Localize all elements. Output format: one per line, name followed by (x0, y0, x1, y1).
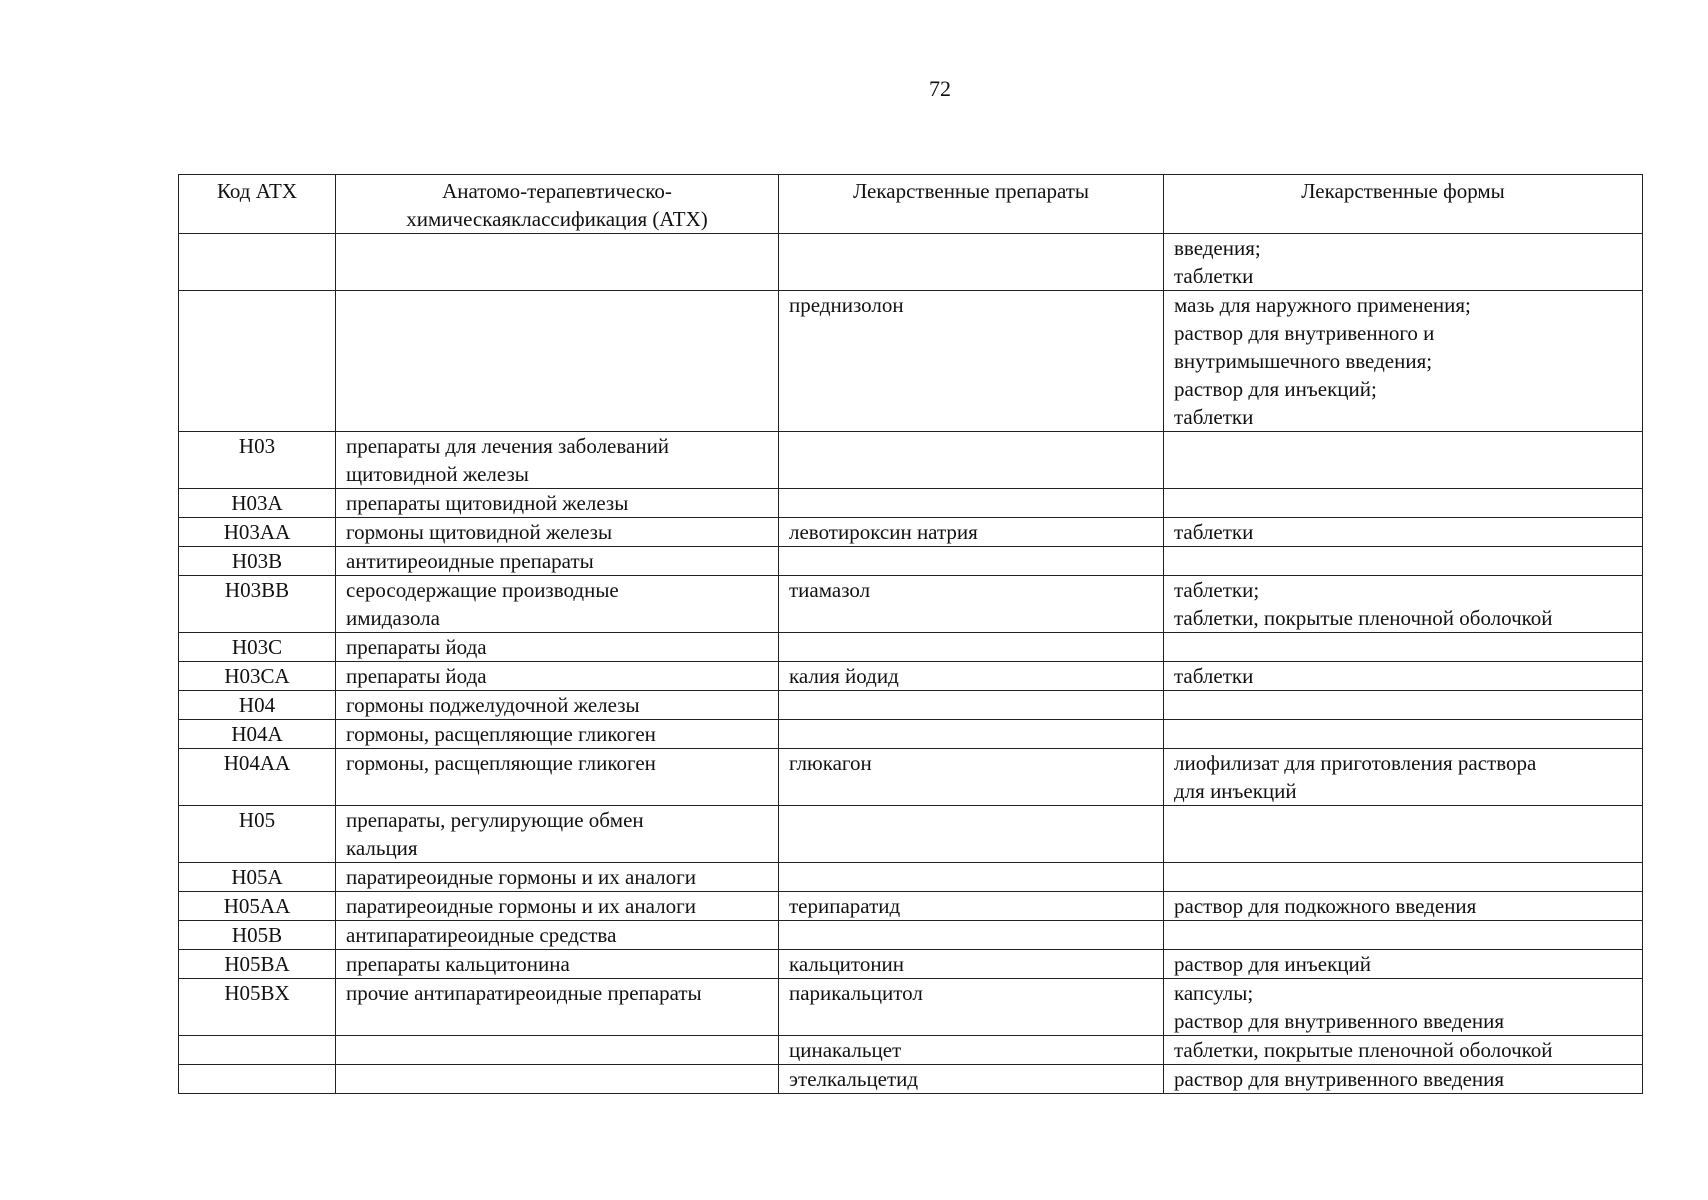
cell-text-line: таблетки (1174, 264, 1254, 288)
cell-code (179, 234, 336, 291)
table-row (179, 547, 1643, 576)
cell-forms (1164, 547, 1643, 576)
cell-text-line: раствор для внутривенного и (1174, 321, 1435, 345)
cell-code: H04A (179, 720, 336, 749)
cell-drug (779, 892, 1164, 921)
cell-forms (1164, 489, 1643, 518)
cell-classification (336, 518, 779, 547)
cell-forms (1164, 576, 1643, 633)
table-row (179, 921, 1643, 950)
cell-code: H03 (179, 432, 336, 489)
cell-text-line: антитиреоидные препараты (346, 549, 594, 573)
cell-text-line: таблетки; (1174, 578, 1260, 602)
cell-text-line: таблетки, покрытые пленочной оболочкой (1174, 1038, 1553, 1062)
cell-forms (1164, 662, 1643, 691)
cell-text-line: препараты, регулирующие обмен (346, 808, 644, 832)
cell-text-line: таблетки, покрытые пленочной оболочкой (1174, 606, 1553, 630)
cell-classification (336, 1065, 779, 1094)
cell-drug (779, 234, 1164, 291)
cell-text-line: терипаратид (789, 894, 901, 918)
page-number: 72 (929, 76, 951, 101)
cell-code: H03B (179, 547, 336, 576)
cell-text-line: препараты йода (346, 635, 487, 659)
table-row (179, 892, 1643, 921)
cell-drug (779, 979, 1164, 1036)
cell-forms (1164, 1036, 1643, 1065)
cell-drug (779, 863, 1164, 892)
header-text: Анатомо-терапевтическо-химическая (406, 179, 672, 231)
table-row (179, 291, 1643, 432)
cell-drug (779, 662, 1164, 691)
cell-drug (779, 518, 1164, 547)
cell-drug (779, 576, 1164, 633)
cell-classification (336, 1036, 779, 1065)
table-body (179, 234, 1643, 1094)
cell-classification (336, 576, 779, 633)
cell-text-line: этелкальцетид (789, 1067, 919, 1091)
cell-text-line: внутримышечного введения; (1174, 349, 1433, 373)
cell-forms (1164, 691, 1643, 720)
cell-text-line: раствор для инъекций; (1174, 377, 1377, 401)
cell-drug (779, 633, 1164, 662)
cell-drug (779, 291, 1164, 432)
cell-classification (336, 892, 779, 921)
cell-forms (1164, 291, 1643, 432)
header-text: классификация (АТХ) (511, 207, 708, 231)
cell-drug (779, 432, 1164, 489)
cell-classification (336, 921, 779, 950)
table-row (179, 720, 1643, 749)
cell-text-line: паратиреоидные гормоны и их аналоги (346, 894, 696, 918)
cell-code: H03CA (179, 662, 336, 691)
cell-text-line: прочие антипаратиреоидные препараты (346, 981, 702, 1005)
cell-classification (336, 950, 779, 979)
cell-forms (1164, 921, 1643, 950)
header-forms (1164, 175, 1643, 234)
cell-text-line: раствор для подкожного введения (1174, 894, 1477, 918)
table-row (179, 979, 1643, 1036)
cell-text-line: капсулы; (1174, 981, 1254, 1005)
cell-text-line: преднизолон (789, 293, 904, 317)
cell-text-line: препараты щитовидной железы (346, 491, 629, 515)
cell-text-line: калия йодид (789, 664, 899, 688)
cell-text-line: гормоны, расщепляющие гликоген (346, 722, 656, 746)
cell-text-line: парикальцитол (789, 981, 923, 1005)
header-text: Лекарственные препараты (852, 179, 1090, 203)
cell-classification (336, 720, 779, 749)
cell-classification (336, 691, 779, 720)
table-row (179, 1065, 1643, 1094)
cell-forms (1164, 806, 1643, 863)
cell-drug (779, 547, 1164, 576)
cell-drug (779, 1065, 1164, 1094)
cell-code (179, 1036, 336, 1065)
cell-text-line: таблетки (1174, 520, 1254, 544)
table-row (179, 806, 1643, 863)
table-row (179, 576, 1643, 633)
cell-text-line: цинакальцет (789, 1038, 902, 1062)
table-row (179, 489, 1643, 518)
cell-text-line: препараты йода (346, 664, 487, 688)
cell-forms (1164, 892, 1643, 921)
cell-classification (336, 979, 779, 1036)
cell-drug (779, 921, 1164, 950)
cell-classification (336, 806, 779, 863)
cell-classification (336, 662, 779, 691)
cell-text-line: для инъекций (1174, 779, 1297, 803)
cell-text-line: раствор для внутривенного введения (1174, 1009, 1505, 1033)
cell-text-line: антипаратиреоидные средства (346, 923, 617, 947)
cell-code (179, 291, 336, 432)
cell-text-line: препараты кальцитонина (346, 952, 570, 976)
cell-forms (1164, 432, 1643, 489)
cell-text-line: гормоны поджелудочной железы (346, 693, 640, 717)
cell-drug (779, 749, 1164, 806)
cell-code: H05BA (179, 950, 336, 979)
cell-code: H05AA (179, 892, 336, 921)
cell-text-line: паратиреоидные гормоны и их аналоги (346, 865, 696, 889)
cell-forms (1164, 633, 1643, 662)
header-text: Код АТХ (216, 179, 298, 203)
cell-text-line: лиофилизат для приготовления раствора (1174, 751, 1537, 775)
cell-drug (779, 950, 1164, 979)
header-drugs (779, 175, 1164, 234)
cell-forms (1164, 749, 1643, 806)
cell-forms (1164, 950, 1643, 979)
atx-table (178, 174, 1643, 1094)
cell-code: H05A (179, 863, 336, 892)
cell-text-line: кальция (346, 836, 418, 860)
cell-forms (1164, 1065, 1643, 1094)
cell-drug (779, 489, 1164, 518)
cell-classification (336, 234, 779, 291)
cell-text-line: тиамазол (789, 578, 871, 602)
cell-text-line: глюкагон (789, 751, 872, 775)
cell-classification (336, 432, 779, 489)
cell-classification (336, 633, 779, 662)
cell-text-line: таблетки (1174, 405, 1254, 429)
cell-code: H04AA (179, 749, 336, 806)
cell-drug (779, 720, 1164, 749)
cell-drug (779, 691, 1164, 720)
cell-text-line: гормоны щитовидной железы (346, 520, 613, 544)
table-header (179, 175, 1643, 234)
cell-code: H03A (179, 489, 336, 518)
cell-text-line: раствор для инъекций (1174, 952, 1371, 976)
cell-forms (1164, 863, 1643, 892)
cell-text-line: введения; (1174, 236, 1261, 260)
cell-text-line: щитовидной железы (346, 462, 529, 486)
table-row (179, 432, 1643, 489)
cell-text-line: гормоны, расщепляющие гликоген (346, 751, 656, 775)
cell-code: H05 (179, 806, 336, 863)
table-row (179, 863, 1643, 892)
cell-classification (336, 291, 779, 432)
cell-text-line: мазь для наружного применения; (1174, 293, 1471, 317)
header-text: Лекарственные формы (1301, 179, 1505, 203)
cell-text-line: таблетки (1174, 664, 1254, 688)
cell-code: H03C (179, 633, 336, 662)
cell-classification (336, 749, 779, 806)
header-code (179, 175, 336, 234)
cell-code: H05BX (179, 979, 336, 1036)
cell-text-line: препараты для лечения заболеваний (346, 434, 670, 458)
cell-forms (1164, 720, 1643, 749)
cell-forms (1164, 518, 1643, 547)
cell-forms (1164, 234, 1643, 291)
cell-classification (336, 547, 779, 576)
cell-drug (779, 806, 1164, 863)
table-row (179, 1036, 1643, 1065)
cell-text-line: имидазола (346, 606, 440, 630)
header-row (179, 175, 1643, 234)
cell-code: H05B (179, 921, 336, 950)
table-row (179, 633, 1643, 662)
cell-classification (336, 489, 779, 518)
table-row (179, 518, 1643, 547)
cell-code: H03BB (179, 576, 336, 633)
cell-code: H04 (179, 691, 336, 720)
table-row (179, 662, 1643, 691)
table-row (179, 234, 1643, 291)
cell-code: H03AA (179, 518, 336, 547)
cell-text-line: кальцитонин (789, 952, 905, 976)
cell-text-line: раствор для внутривенного введения (1174, 1067, 1505, 1091)
header-classification (336, 175, 779, 234)
cell-forms (1164, 979, 1643, 1036)
cell-drug (779, 1036, 1164, 1065)
table-row (179, 950, 1643, 979)
cell-classification (336, 863, 779, 892)
table-row (179, 749, 1643, 806)
cell-text-line: левотироксин натрия (789, 520, 978, 544)
cell-code (179, 1065, 336, 1094)
table-row (179, 691, 1643, 720)
cell-text-line: серосодержащие производные (346, 578, 619, 602)
